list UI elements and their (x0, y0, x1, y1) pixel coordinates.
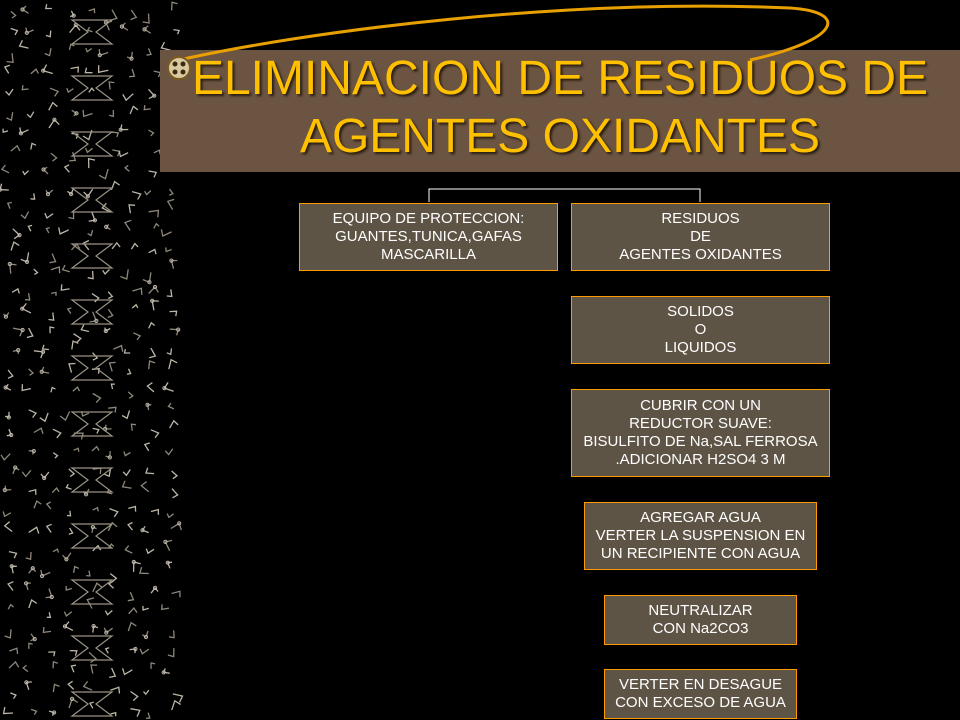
box-line: GUANTES,TUNICA,GAFAS (335, 228, 522, 245)
box-line: AGENTES OXIDANTES (619, 246, 782, 263)
cover-reducer-box (571, 389, 830, 477)
box-line: CUBRIR CON UN (640, 397, 761, 414)
protection-equipment-box (299, 203, 558, 271)
neutralize-box (604, 595, 797, 645)
add-water-box (584, 502, 817, 570)
box-line: BISULFITO DE Na,SAL FERROSA (583, 433, 818, 450)
box-line: CON EXCESO DE AGUA (615, 694, 786, 711)
box-line: AGREGAR AGUA (640, 509, 761, 526)
box-line: O (694, 321, 707, 338)
box-line: MASCARILLA (380, 246, 477, 263)
solids-liquids-box (571, 296, 830, 364)
box-line: SOLIDOS (667, 303, 734, 320)
box-line: VERTER EN DESAGUE (618, 676, 783, 693)
box-line: REDUCTOR SUAVE: (629, 415, 772, 432)
box-line: LIQUIDOS (664, 339, 737, 356)
box-line: NEUTRALIZAR (648, 602, 753, 619)
box-line: DE (690, 228, 711, 245)
box-line: CON Na2CO3 (652, 620, 749, 637)
box-line: UN RECIPIENTE CON AGUA (600, 545, 801, 562)
box-line: RESIDUOS (661, 210, 740, 227)
drain-disposal-box (604, 669, 797, 719)
residues-box (571, 203, 830, 271)
box-line: .ADICIONAR H2SO4 3 M (615, 451, 786, 468)
box-line: VERTER LA SUSPENSION EN (595, 527, 806, 544)
box-line: EQUIPO DE PROTECCION: (332, 210, 525, 227)
title-line-1: ELIMINACION DE RESIDUOS DE (191, 52, 929, 105)
title-line-2: AGENTES OXIDANTES (299, 110, 821, 163)
